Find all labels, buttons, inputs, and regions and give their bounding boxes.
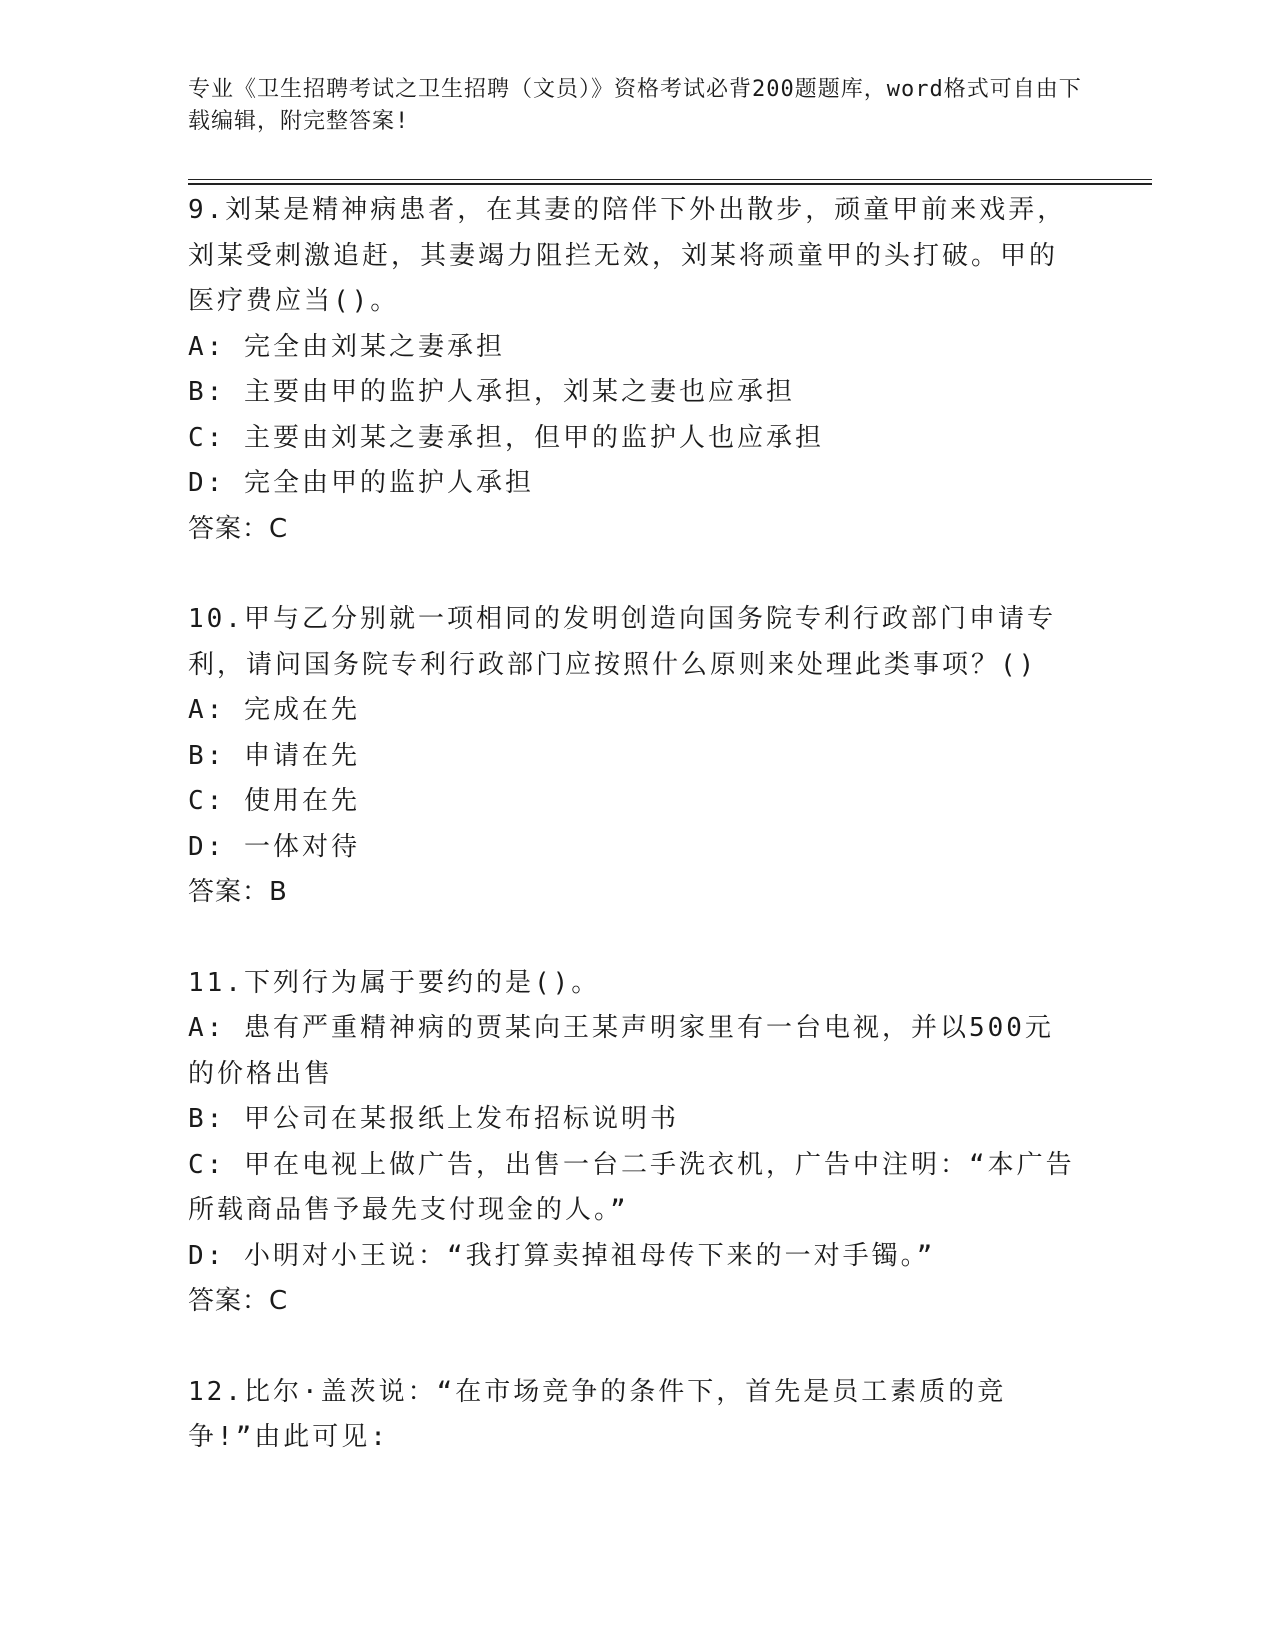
- question-stem: 10.甲与乙分别就一项相同的发明创造向国务院专利行政部门申请专利，请问国务院专利行政部门应按照什么原则来处理此类事项？(): [188, 604, 1056, 680]
- option-b: B: 主要由甲的监护人承担，刘某之妻也应承担: [188, 377, 795, 407]
- question-9: [188, 188, 1078, 552]
- option-c: C: 主要由刘某之妻承担，但甲的监护人也应承担: [188, 422, 824, 453]
- header-divider-thin: [188, 179, 1152, 180]
- question-stem: 12.比尔·盖茨说：“在市场竞争的条件下，首先是员工素质的竞争!”由此可见:: [188, 1376, 1007, 1452]
- question-stem: 11.下列行为属于要约的是()。: [188, 967, 601, 998]
- question-11: [188, 961, 1078, 1325]
- question-stem: 9.刘某是精神病患者，在其妻的陪伴下外出散步，顽童甲前来戏弄，刘某受刺激追赶，其妻竭力阻拦无效，刘某将顽童甲的头打破。甲的医疗费应当()。: [188, 195, 1067, 316]
- option-a: A: 患有严重精神病的贾某向王某声明家里有一台电视，并以500元的价格出售: [188, 1013, 1054, 1089]
- header-intro: 专业《卫生招聘考试之卫生招聘（文员）》资格考试必背200题题库，word格式可自由下载编辑，附完整答案!: [188, 77, 1082, 134]
- question-10: [188, 597, 1078, 916]
- option-a: A: 完全由刘某之妻承担: [188, 331, 505, 362]
- document-header: [188, 74, 1088, 138]
- option-d: D: 小明对小王说：“我打算卖掉祖母传下来的一对手镯。”: [188, 1240, 936, 1271]
- answer-line: 答案：C: [188, 513, 289, 544]
- option-d: D: 完全由甲的监护人承担: [188, 468, 534, 498]
- option-b: B: 甲公司在某报纸上发布招标说明书: [188, 1104, 679, 1134]
- answer-line: 答案：C: [188, 1286, 289, 1316]
- question-12: [188, 1370, 1078, 1461]
- option-d: D: 一体对待: [188, 831, 360, 862]
- option-c: C: 使用在先: [188, 786, 360, 816]
- option-c: C: 甲在电视上做广告，出售一台二手洗衣机，广告中注明：“本广告所载商品售予最先支付现金的人。”: [188, 1149, 1075, 1225]
- header-divider-thick: [188, 183, 1152, 185]
- option-b: B: 申请在先: [188, 740, 360, 771]
- question-list: [188, 188, 1078, 1506]
- option-a: A: 完成在先: [188, 695, 360, 725]
- answer-line: 答案：B: [188, 877, 288, 907]
